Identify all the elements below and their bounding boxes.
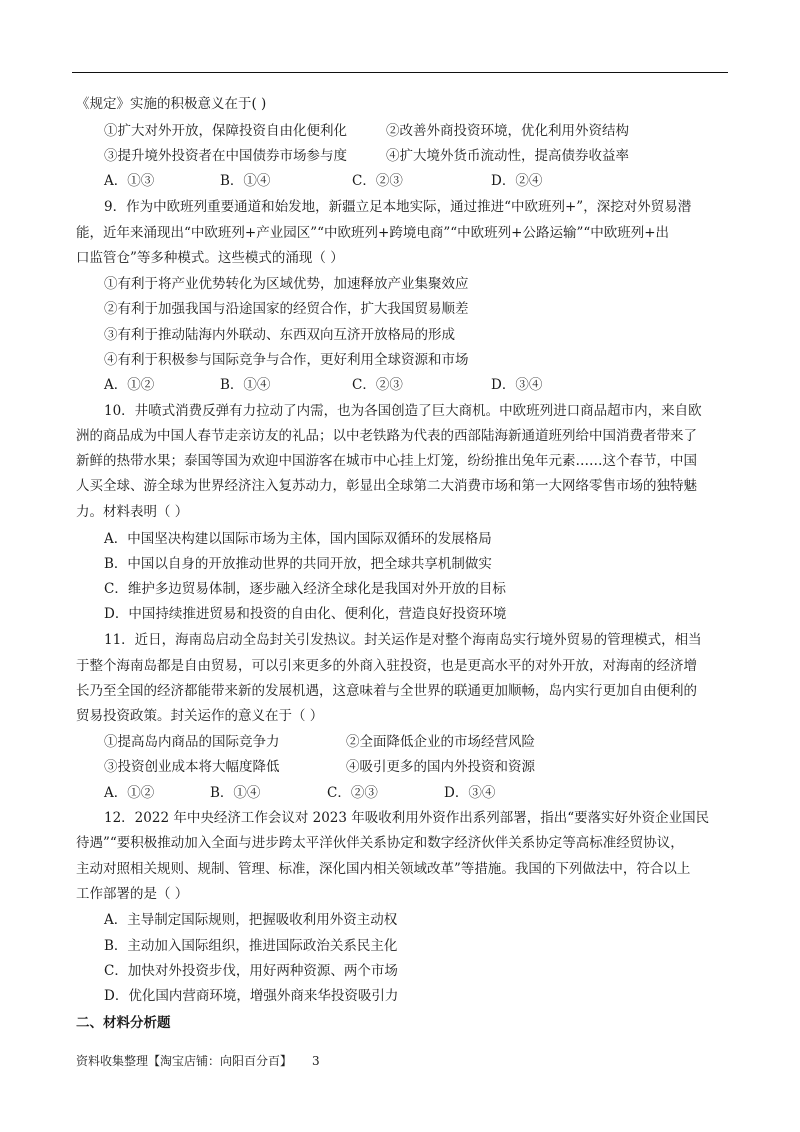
q8-item-4: ④扩大境外货币流动性，提高债券收益率 <box>386 148 629 164</box>
q8-choice-c[interactable]: C．②③ <box>352 173 403 189</box>
q9-choice-a[interactable]: A．①② <box>104 377 155 393</box>
q11-stem-line-1: 11．近日，海南岛启动全岛封关引发热议。封关运作是对整个海南岛实行境外贸易的管理模式，相当 <box>104 632 702 648</box>
q11-item-4: ④吸引更多的国内外投资和资源 <box>346 759 535 775</box>
header-rule <box>72 72 728 73</box>
q11-item-1: ①提高岛内商品的国际竞争力 <box>104 734 280 750</box>
q9-choice-b[interactable]: B．①④ <box>220 377 271 393</box>
q10-stem-line-3: 新鲜的热带水果；泰国等国为欢迎中国游客在城市中心挂上灯笼，纷纷推出兔年元素……这个春节，中国 <box>76 453 697 469</box>
q11-item-2: ②全面降低企业的市场经营风险 <box>346 734 535 750</box>
q11-stem-line-2: 于整个海南岛都是自由贸易，可以引来更多的外商入驻投资，也是更高水平的对外开放，对海南的经济增 <box>76 658 697 674</box>
q9-item-1: ①有利于将产业优势转化为区域优势，加速释放产业集聚效应 <box>104 276 469 292</box>
q12-stem-line-4: 工作部署的是（ ） <box>76 886 189 902</box>
q9-choice-c[interactable]: C．②③ <box>352 377 403 393</box>
q10-stem-line-5: 力。材料表明（ ） <box>76 504 189 520</box>
q12-option-b[interactable]: B．主动加入国际组织，推进国际政治关系民主化 <box>104 938 398 954</box>
q8-choice-d[interactable]: D．②④ <box>491 173 543 189</box>
q10-option-d[interactable]: D．中国持续推进贸易和投资的自由化、便利化，营造良好投资环境 <box>104 606 507 622</box>
q8-item-2: ②改善外商投资环境，优化利用外资结构 <box>386 123 629 139</box>
footer-source: 资料收集整理【淘宝店铺：向阳百分百】 <box>76 1054 293 1068</box>
q11-choices <box>104 784 704 802</box>
q8-item-3: ③提升境外投资者在中国债券市场参与度 <box>104 148 347 164</box>
q12-stem-line-1: 12．2022 年中央经济工作会议对 2023 年吸收利用外资作出系列部署，指出“要落实好外资企业国民 <box>104 810 710 826</box>
q9-choices <box>104 376 704 394</box>
q10-option-a[interactable]: A．中国坚决构建以国际市场为主体，国内国际双循环的发展格局 <box>104 531 492 547</box>
q11-choice-c[interactable]: C．②③ <box>327 785 378 801</box>
q8-choice-b[interactable]: B．①④ <box>220 173 271 189</box>
q10-stem-line-4: 人买全球、游全球为世界经济注入复苏动力，彰显出全球第二大消费市场和第一大网络零售市场的独特魅 <box>76 478 697 494</box>
q11-item-3: ③投资创业成本将大幅度降低 <box>104 759 280 775</box>
q12-option-d[interactable]: D．优化国内营商环境，增强外商来华投资吸引力 <box>104 988 399 1004</box>
q8-choice-a[interactable]: A．①③ <box>104 173 155 189</box>
q10-stem-line-2: 洲的商品成为中国人春节走亲访友的礼品；以中老铁路为代表的西部陆海新通道班列给中国消费者带来了 <box>76 428 697 444</box>
q9-item-4: ④有利于积极参与国际竞争与合作，更好利用全球资源和市场 <box>104 352 469 368</box>
q9-item-3: ③有利于推动陆海内外联动、东西双向互济开放格局的形成 <box>104 327 455 343</box>
q11-choice-b[interactable]: B．①④ <box>210 785 261 801</box>
q11-choice-a[interactable]: A．①② <box>104 785 155 801</box>
q10-option-c[interactable]: C．维护多边贸易体制，逐步融入经济全球化是我国对外开放的目标 <box>104 581 506 597</box>
q10-option-b[interactable]: B．中国以自身的开放推动世界的共同开放，把全球共享机制做实 <box>104 556 492 572</box>
q10-stem-line-1: 10．井喷式消费反弹有力拉动了内需，也为各国创造了巨大商机。中欧班列进口商品超市内，来自欧 <box>104 403 702 419</box>
q12-stem-line-3: 主动对照相关规则、规制、管理、标准，深化国内相关领域改革”等措施。我国的下列做法中，符合以上 <box>76 861 691 877</box>
section-heading: 二、材料分析题 <box>76 1015 171 1031</box>
q9-stem-line-2: 能，近年来涌现出“中欧班列+产业园区”“中欧班列+跨境电商”“中欧班列+公路运输”“中欧班列+出 <box>76 225 670 241</box>
q11-choice-d[interactable]: D．③④ <box>444 785 496 801</box>
q9-stem-line-1: 9．作为中欧班列重要通道和始发地，新疆立足本地实际，通过推进“中欧班列+”，深挖对外贸易潜 <box>104 199 692 215</box>
q12-option-a[interactable]: A．主导制定国际规则，把握吸收利用外资主动权 <box>104 912 398 928</box>
q12-option-c[interactable]: C．加快对外投资步伐，用好两种资源、两个市场 <box>104 963 398 979</box>
q9-stem-line-3: 口监管仓”等多种模式。这些模式的涌现（ ） <box>76 250 344 266</box>
q12-stem-line-2: 待遇”“要积极推动加入全面与进步跨太平洋伙伴关系协定和数字经济伙伴关系协定等高标准经贸协议， <box>76 835 684 851</box>
q11-stem-line-4: 贸易投资政策。封关运作的意义在于（ ） <box>76 708 324 724</box>
q11-stem-line-3: 长乃至全国的经济都能带来新的发展机遇，这意味着与全世界的联通更加顺畅，岛内实行更加自由便利的 <box>76 683 697 699</box>
q8-stem-tail: 《规定》实施的积极意义在于( ) <box>76 96 267 112</box>
q8-item-1: ①扩大对外开放，保障投资自由化便利化 <box>104 123 347 139</box>
footer-page-number: 3 <box>312 1054 320 1068</box>
q9-item-2: ②有利于加强我国与沿途国家的经贸合作，扩大我国贸易顺差 <box>104 301 469 317</box>
q8-choices <box>104 172 704 190</box>
q9-choice-d[interactable]: D．③④ <box>491 377 543 393</box>
